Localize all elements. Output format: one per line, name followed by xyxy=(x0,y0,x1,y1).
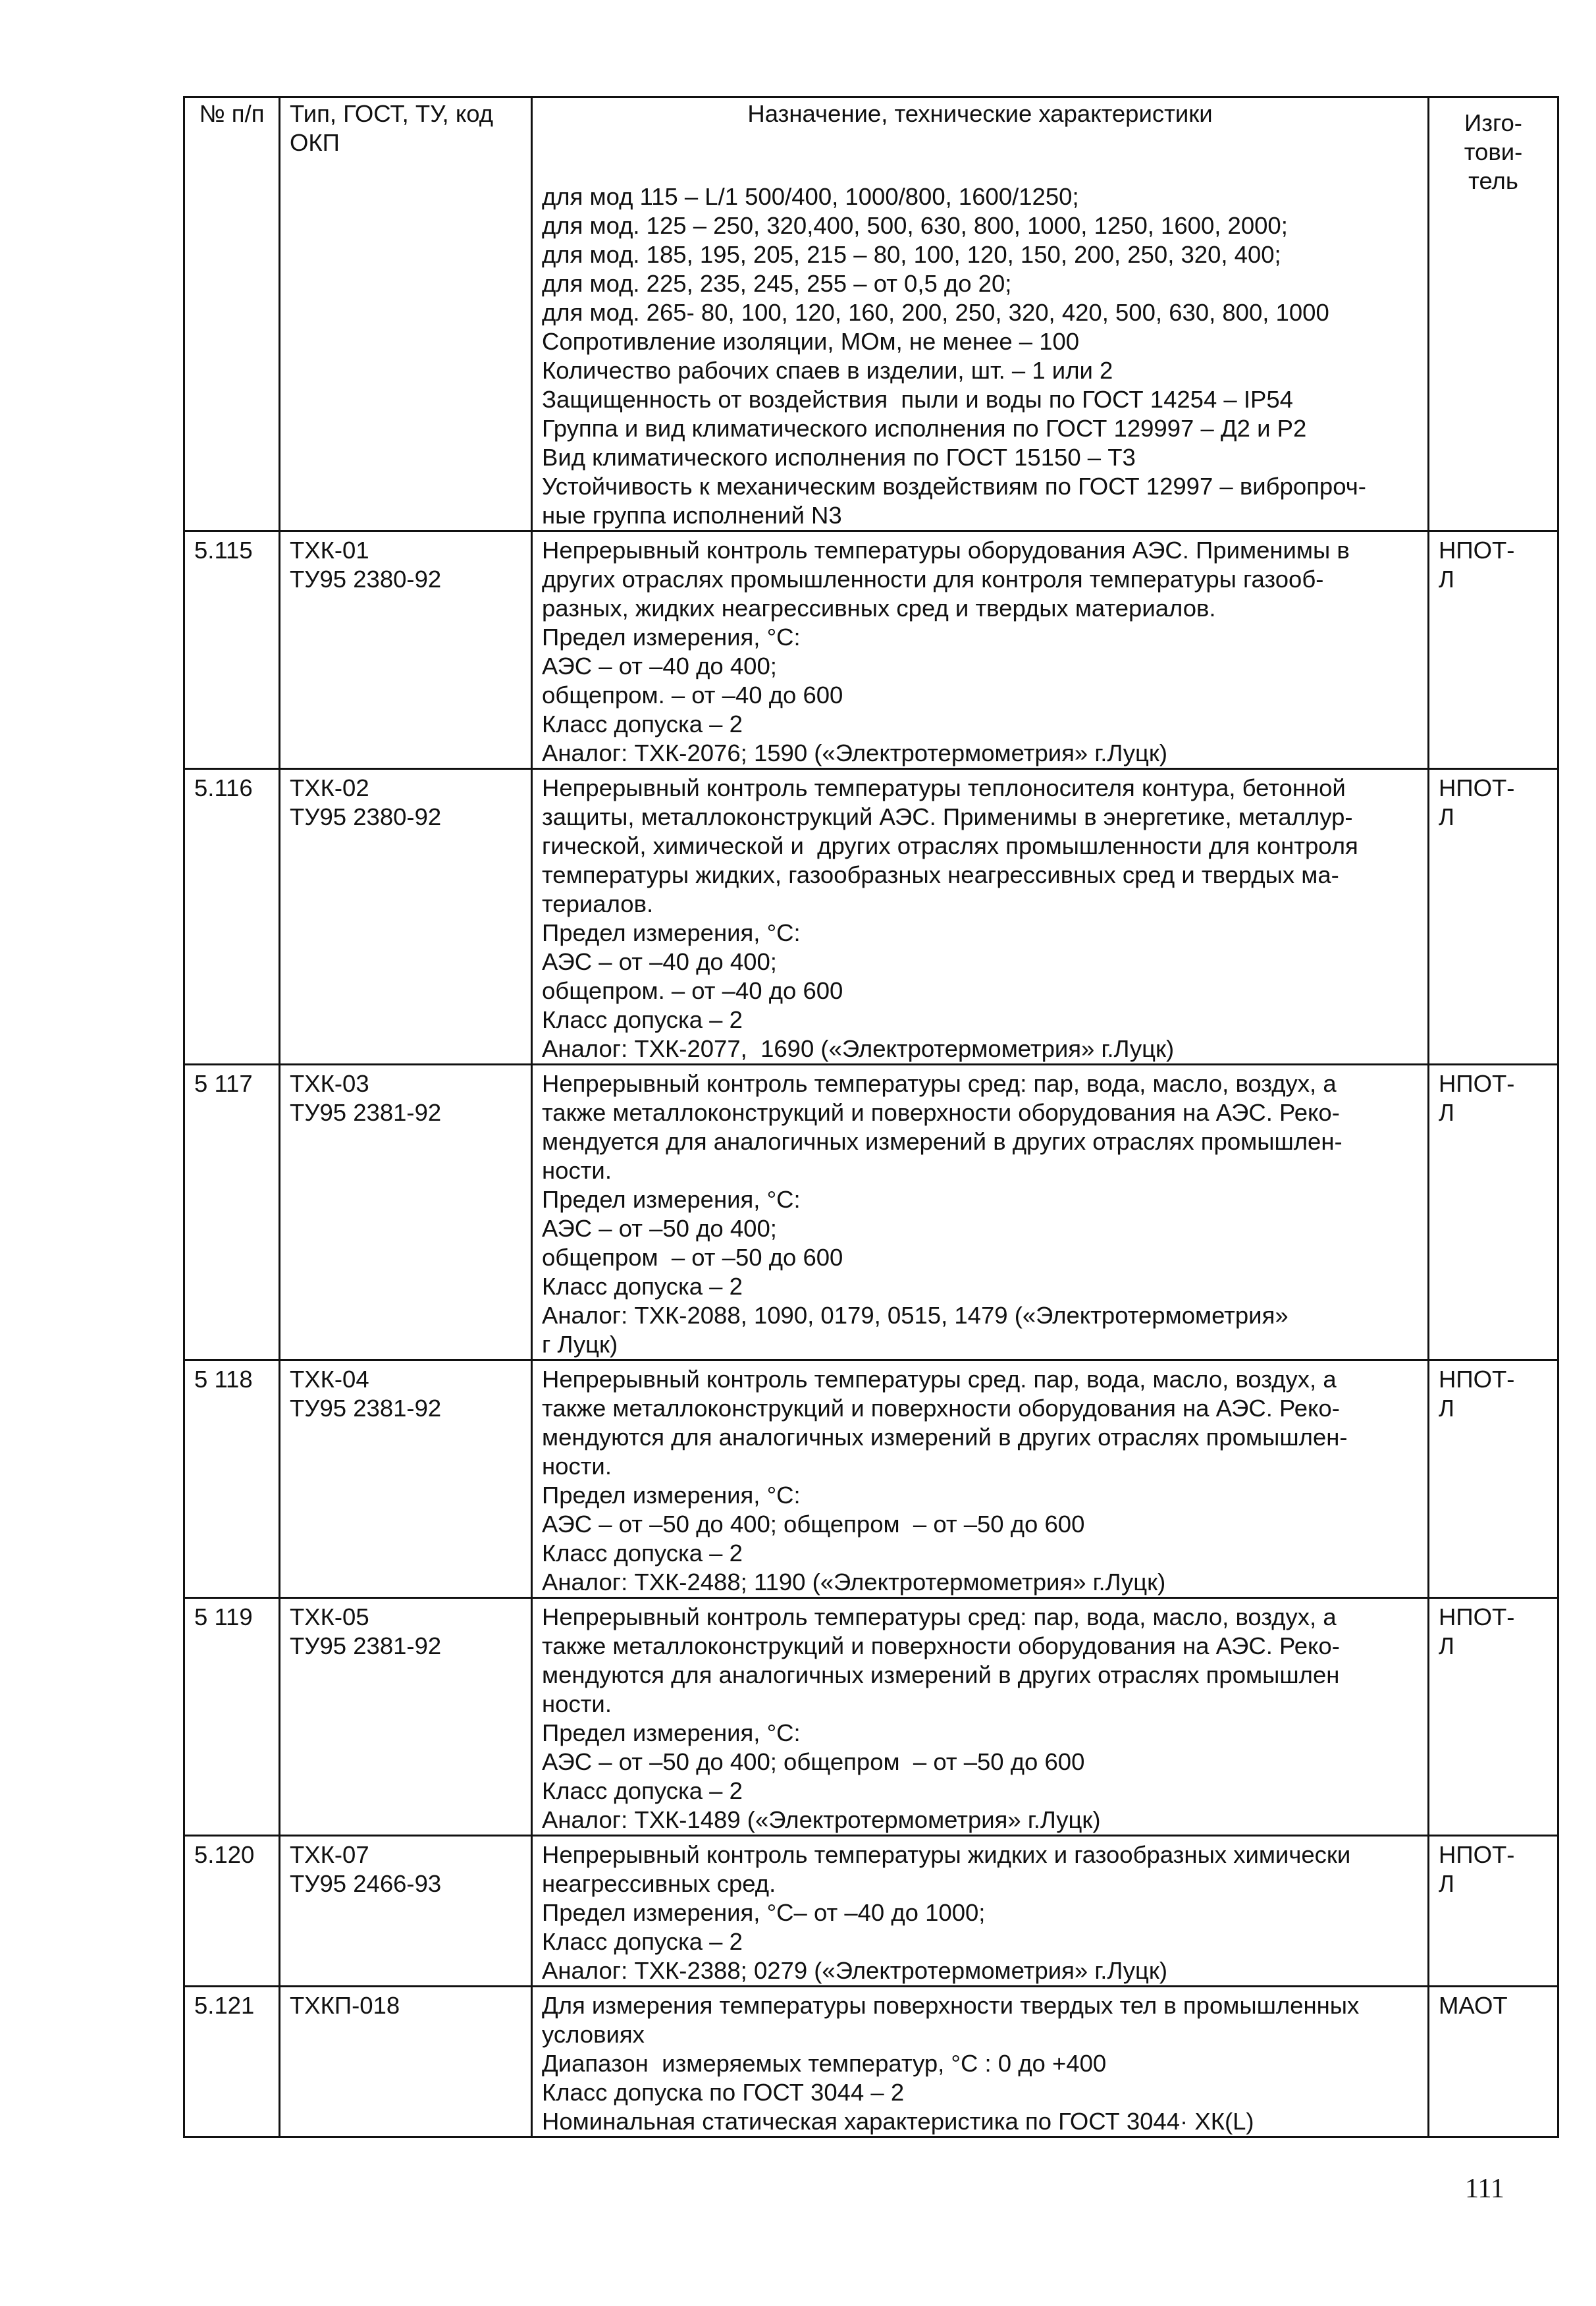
row-number: 5.121 xyxy=(184,1987,280,2137)
continuation-line: для мод. 125 – 250, 320,400, 500, 630, 800, 1000, 1250, 1600, 2000; xyxy=(542,212,1288,239)
row-type: ТХК-05 ТУ95 2381-92 xyxy=(280,1598,532,1836)
row-number: 5 117 xyxy=(184,1065,280,1360)
row-type: ТХК-07 ТУ95 2466-93 xyxy=(280,1836,532,1987)
row-description xyxy=(532,1987,1429,2137)
description-line: разных, жидких неагрессивных сред и твердых материалов. xyxy=(542,595,1216,622)
description-line: защиты, металлоконструкций АЭС. Применимы в энергетике, металлур- xyxy=(542,803,1353,830)
continuation-line: Сопротивление изоляции, МОм, не менее – 100 xyxy=(542,328,1080,355)
description-line: Аналог: ТХК-1489 («Электротермометрия» г.Луцк) xyxy=(542,1806,1101,1833)
description-line: Предел измерения, °С: xyxy=(542,1186,801,1213)
description-line: общепром. – от –40 до 600 xyxy=(542,977,843,1004)
continuation-line: для мод 115 – L/1 500/400, 1000/800, 1600/1250; xyxy=(542,183,1079,210)
row-type: ТХКП-018 xyxy=(280,1987,532,2137)
description-line: АЭС – от –50 до 400; общепром – от –50 до 600 xyxy=(542,1511,1085,1538)
row-type: ТХК-03 ТУ95 2381-92 xyxy=(280,1065,532,1360)
description-line: Аналог: ТХК-2076; 1590 («Электротермометрия» г.Луцк) xyxy=(542,739,1167,766)
description-line: общепром – от –50 до 600 xyxy=(542,1244,843,1271)
description-line: АЭС – от –40 до 400; xyxy=(542,653,777,680)
description-line: других отраслях промышленности для контроля температуры газооб- xyxy=(542,566,1324,593)
row-manufacturer: МАОТ xyxy=(1429,1987,1558,2137)
row-description xyxy=(532,1598,1429,1836)
row-manufacturer: НПОТ- Л xyxy=(1429,769,1558,1065)
table-row xyxy=(184,1065,1558,1360)
description-line: мендуются для аналогичных измерений в других отраслях промышлен xyxy=(542,1661,1340,1688)
description-line: мендуются для аналогичных измерений в других отраслях промышлен- xyxy=(542,1424,1348,1451)
description-line: также металлоконструкций и поверхности оборудования на АЭС. Реко- xyxy=(542,1632,1340,1659)
description-line: Аналог: ТХК-2388; 0279 («Электротермометрия» г.Луцк) xyxy=(542,1957,1167,1984)
description-line: Класс допуска – 2 xyxy=(542,1006,743,1033)
description-line: Непрерывный контроль температуры оборудования АЭС. Применимы в xyxy=(542,537,1350,564)
continuation-line: Защищенность от воздействия пыли и воды по ГОСТ 14254 – IP54 xyxy=(542,386,1293,413)
description-line: Для измерения температуры поверхности твердых тел в промышленных xyxy=(542,1992,1360,2019)
description-line: температуры жидких, газообразных неагрессивных сред и твердых ма- xyxy=(542,861,1339,888)
row-number: 5 119 xyxy=(184,1598,280,1836)
description-line: Непрерывный контроль температуры сред. пар, вода, масло, воздух, а xyxy=(542,1366,1337,1393)
description-line: Непрерывный контроль температуры жидких и газообразных химически xyxy=(542,1841,1351,1868)
description-line: гической, химической и других отраслях промышленности для контроля xyxy=(542,832,1358,859)
page-number: 111 xyxy=(1465,2174,1504,2204)
description-line: Предел измерения, °С– от –40 до 1000; xyxy=(542,1899,986,1926)
description-line: Предел измерения, °С: xyxy=(542,919,801,946)
continuation-text xyxy=(542,182,1418,530)
table-row xyxy=(184,531,1558,769)
description-line: Непрерывный контроль температуры теплоносителя контура, бетонной xyxy=(542,774,1346,801)
row-description xyxy=(532,1360,1429,1598)
table-row xyxy=(184,769,1558,1065)
description-line: ности. xyxy=(542,1690,612,1717)
continuation-line: ные группа исполнений N3 xyxy=(542,502,842,529)
row-description xyxy=(532,1065,1429,1360)
table-row xyxy=(184,1360,1558,1598)
description-line: АЭС – от –50 до 400; общепром – от –50 до 600 xyxy=(542,1748,1085,1775)
row-type: ТХК-01 ТУ95 2380-92 xyxy=(280,531,532,769)
description-line: неагрессивных сред. xyxy=(542,1870,776,1897)
description-line: Номинальная статическая характеристика по ГОСТ 3044· ХК(L) xyxy=(542,2108,1254,2135)
table-row xyxy=(184,1836,1558,1987)
description-line: Аналог: ТХК-2088, 1090, 0179, 0515, 1479 («Электротермометрия» xyxy=(542,1302,1289,1329)
header-no: № п/п xyxy=(184,97,280,531)
description-line: Класс допуска по ГОСТ 3044 – 2 xyxy=(542,2079,905,2106)
header-maker: Изго- тови- тель xyxy=(1429,97,1558,531)
row-number: 5.120 xyxy=(184,1836,280,1987)
description-line: мендуется для аналогичных измерений в других отраслях промышлен- xyxy=(542,1128,1343,1155)
description-line: г Луцк) xyxy=(542,1331,618,1358)
row-number: 5 118 xyxy=(184,1360,280,1598)
row-manufacturer: НПОТ- Л xyxy=(1429,1836,1558,1987)
row-manufacturer: НПОТ- Л xyxy=(1429,1065,1558,1360)
header-desc: Назначение, технические характеристики для мод 115 – L/1 500/400, 1000/800, 1600/1250; для мод. 125 – 250, 320,400, 500, 630, 800, 1000, 1250, 1600, 2000; для мод. 185, 195, 205, 215 – 80, 100, 120, 150, 200, 250, 320, 400; для мод. 225, 235, 245, 255 – от 0,5 до 20; для мод. 265- 80, 100, 120, 160, 200, 250, 320, 420, 500, 630, 800, 1000 Сопротивление изоляции, МОм, не менее – 100 Количество рабочих спаев в изделии, шт. – 1 или 2 Защищенность от воздействия пыли и воды по ГОСТ 14254 – IP54 Группа и вид климатического исполнения по ГОСТ 129997 – Д2 и Р2 Вид климатического исполнения по ГОСТ 15150 – Т3 Устойчивость к механическим воздействиям по ГОСТ 12997 – вибропроч- ные группа исполнений N3 xyxy=(532,97,1429,531)
description-line: Класс допуска – 2 xyxy=(542,711,743,737)
description-line: общепром. – от –40 до 600 xyxy=(542,682,843,709)
row-number: 5.116 xyxy=(184,769,280,1065)
description-line: условиях xyxy=(542,2021,645,2048)
header-type: Тип, ГОСТ, ТУ, код ОКП xyxy=(280,97,532,531)
description-line: Аналог: ТХК-2077, 1690 («Электротермометрия» г.Луцк) xyxy=(542,1035,1175,1062)
table-row xyxy=(184,1987,1558,2137)
description-line: также металлоконструкций и поверхности оборудования на АЭС. Реко- xyxy=(542,1395,1340,1422)
continuation-line: Количество рабочих спаев в изделии, шт. – 1 или 2 xyxy=(542,357,1113,384)
description-line: Непрерывный контроль температуры сред: пар, вода, масло, воздух, а xyxy=(542,1070,1337,1097)
continuation-line: Устойчивость к механическим воздействиям по ГОСТ 12997 – вибропроч- xyxy=(542,473,1366,500)
description-line: Предел измерения, °С: xyxy=(542,1719,801,1746)
description-line: ности. xyxy=(542,1453,612,1480)
description-line: также металлоконструкций и поверхности оборудования на АЭС. Реко- xyxy=(542,1099,1340,1126)
row-manufacturer: НПОТ- Л xyxy=(1429,1598,1558,1836)
description-line: ности. xyxy=(542,1157,612,1184)
row-description xyxy=(532,531,1429,769)
continuation-line: Группа и вид климатического исполнения по ГОСТ 129997 – Д2 и Р2 xyxy=(542,415,1307,442)
description-line: Аналог: ТХК-2488; 1190 («Электротермометрия» г.Луцк) xyxy=(542,1569,1166,1595)
continuation-line: для мод. 225, 235, 245, 255 – от 0,5 до 20; xyxy=(542,270,1012,297)
row-type: ТХК-04 ТУ95 2381-92 xyxy=(280,1360,532,1598)
description-line: АЭС – от –40 до 400; xyxy=(542,948,777,975)
description-line: АЭС – от –50 до 400; xyxy=(542,1215,777,1242)
description-line: Предел измерения, °С: xyxy=(542,624,801,651)
description-line: териалов. xyxy=(542,890,654,917)
row-manufacturer: НПОТ- Л xyxy=(1429,531,1558,769)
continuation-line: Вид климатического исполнения по ГОСТ 15150 – Т3 xyxy=(542,444,1136,471)
continuation-line: для мод. 185, 195, 205, 215 – 80, 100, 120, 150, 200, 250, 320, 400; xyxy=(542,241,1281,268)
continuation-line: для мод. 265- 80, 100, 120, 160, 200, 250, 320, 420, 500, 630, 800, 1000 xyxy=(542,299,1329,326)
row-description xyxy=(532,1836,1429,1987)
description-line: Диапазон измеряемых температур, °С : 0 до +400 xyxy=(542,2050,1107,2077)
description-line: Класс допуска – 2 xyxy=(542,1273,743,1300)
table-header-row xyxy=(184,97,1558,531)
spec-table xyxy=(183,96,1559,2138)
row-description xyxy=(532,769,1429,1065)
row-number: 5.115 xyxy=(184,531,280,769)
table-row xyxy=(184,1598,1558,1836)
description-line: Непрерывный контроль температуры сред: пар, вода, масло, воздух, а xyxy=(542,1603,1337,1630)
row-manufacturer: НПОТ- Л xyxy=(1429,1360,1558,1598)
description-line: Предел измерения, °С: xyxy=(542,1482,801,1509)
description-line: Класс допуска – 2 xyxy=(542,1777,743,1804)
description-line: Класс допуска – 2 xyxy=(542,1928,743,1955)
row-type: ТХК-02 ТУ95 2380-92 xyxy=(280,769,532,1065)
description-line: Класс допуска – 2 xyxy=(542,1540,743,1567)
